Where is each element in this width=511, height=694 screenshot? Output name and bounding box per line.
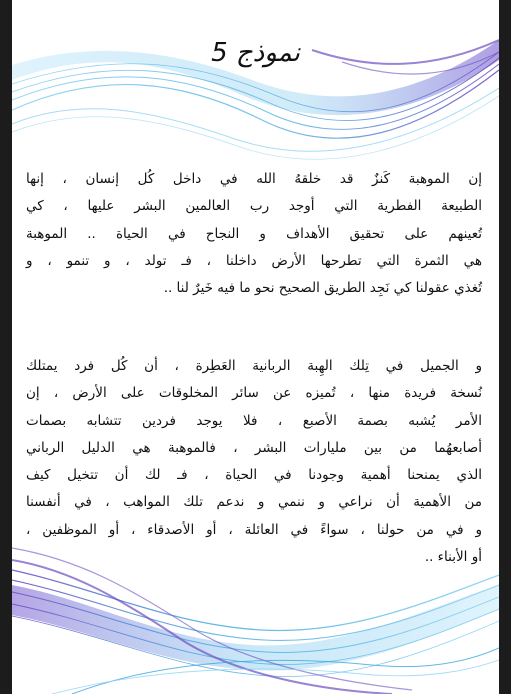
paragraph-line: نُسخة فريدة منها ، تُميزه عن سائر المخلوقات على الأرض ، إن — [26, 385, 482, 402]
paragraph-1 — [26, 166, 482, 302]
paragraph-line: الذي يمنحنا أهمية وجودنا في الحياة ، فـ لك أن تتخيل كيف — [26, 467, 482, 484]
paragraph-line: أصابعهُما من بين مليارات البشر ، فالموهبة هي الدليل الرباني — [26, 439, 482, 456]
paragraph-line: تُغذي عقولنا كي نَجِد الطريق الصحيح نحو ما فيه خَيرٌ لنا .. — [163, 280, 482, 297]
paragraph-2 — [26, 353, 482, 571]
paragraph-line: و في من حولنا ، سواءً في العائلة ، أو الأصدقاء ، أو الموظفين ، — [26, 521, 482, 538]
paragraph-line: هي الثمرة التي تطرحها الأرض داخلنا ، فـ تولد ، و تنمو ، و — [26, 252, 482, 269]
paragraph-line: و الجميل في تِلك الهِبة الربانية العَطِرة ، أن كُل فرد يمتلك — [26, 358, 482, 374]
paragraph-line: أو الأبناء .. — [424, 549, 482, 566]
paragraph-line: تُعينهم على تحقيق الأهداف و النجاح في الحياة .. الموهبة — [26, 225, 482, 242]
paragraph-line: الأمر يُشبه بصمة الأصبع ، فلا يوجد فردين تتشابه بصمات — [26, 412, 482, 429]
paragraph-line: من الأهمية أن نراعي و ننمي و ندعم تلك المواهب ، في أنفسنا — [26, 494, 482, 511]
bottom-wave-decoration — [12, 0, 499, 694]
page-title: نموذج 5 — [211, 38, 300, 68]
paragraph-line: الطبيعة الفطرية التي أوجد رب العالمين البشر عليها ، كي — [26, 198, 482, 215]
paragraph-line: إن الموهبة كَنزٌ قد خلقهُ الله في داخل كُل إنسان ، إنها — [26, 171, 482, 187]
document-page — [12, 0, 499, 694]
